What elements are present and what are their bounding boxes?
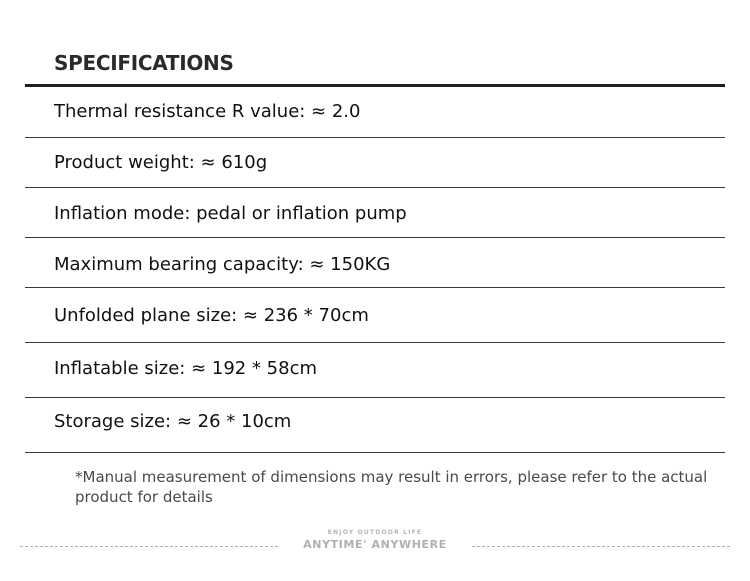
row-divider — [25, 187, 725, 188]
row-divider — [25, 237, 725, 238]
footer-dash-right — [472, 546, 730, 547]
specifications-title: SPECIFICATIONS — [54, 51, 234, 75]
spec-row-inflation-mode: Inflation mode: pedal or inflation pump — [54, 203, 407, 224]
spec-row-inflatable-size: Inflatable size: ≈ 192 * 58cm — [54, 358, 318, 379]
spec-row-product-weight: Product weight: ≈ 610g — [54, 152, 268, 173]
footer-dash-left — [20, 546, 278, 547]
spec-row-bearing-capacity: Maximum bearing capacity: ≈ 150KG — [54, 254, 391, 275]
row-divider — [25, 397, 725, 398]
footer-slogan: ANYTIME' ANYWHERE — [303, 538, 447, 551]
spec-row-thermal-resistance: Thermal resistance R value: ≈ 2.0 — [54, 101, 361, 122]
row-divider — [25, 137, 725, 138]
spec-row-unfolded-size: Unfolded plane size: ≈ 236 * 70cm — [54, 305, 369, 326]
footer-tagline: ENJOY OUTDOOR LIFE — [327, 529, 423, 536]
row-divider — [25, 342, 725, 343]
row-divider — [25, 287, 725, 288]
row-divider — [25, 452, 725, 453]
measurement-footnote: *Manual measurement of dimensions may result in errors, please refer to the actual product for details — [75, 468, 708, 506]
spec-row-storage-size: Storage size: ≈ 26 * 10cm — [54, 411, 292, 432]
title-divider — [25, 84, 725, 87]
